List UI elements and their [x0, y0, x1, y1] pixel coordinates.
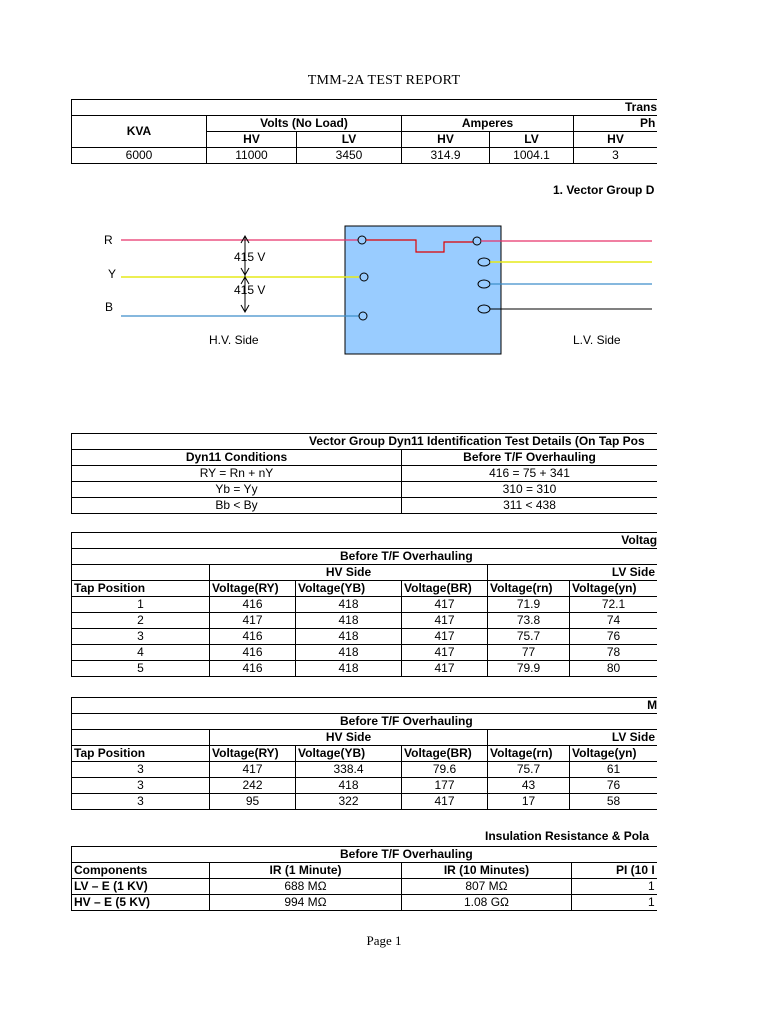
- col-header: Voltage(BR): [402, 746, 488, 762]
- col-header: Tap Position: [72, 746, 210, 762]
- magnetising-table: [71, 697, 657, 810]
- col-header: Voltage(YB): [296, 746, 402, 762]
- vector-group-diagram: [0, 220, 768, 360]
- table-row: 4 416 418 417 77 78: [72, 645, 658, 661]
- insulation-heading: Insulation Resistance & Pola: [485, 829, 650, 843]
- table-row: Yb = Yy 310 = 310: [72, 482, 658, 498]
- col-header: IR (1 Minute): [210, 863, 402, 879]
- table-row: 2 417 418 417 73.8 74: [72, 613, 658, 629]
- voltage-banner: Voltag: [72, 533, 658, 549]
- page-number: Page 1: [366, 933, 402, 948]
- dyn11-conditions-header: Dyn11 Conditions: [72, 450, 402, 466]
- rating-table: [71, 99, 657, 164]
- volts-header: Volts (No Load): [207, 116, 402, 132]
- before-overhauling-label: Before T/F Overhauling: [72, 847, 658, 863]
- table-row: 3 417 338.4 79.6 75.7 61: [72, 762, 658, 778]
- table-row: 3 242 418 177 43 76: [72, 778, 658, 794]
- voltage-table: [71, 532, 657, 677]
- vector-group-heading: 1. Vector Group D: [553, 183, 655, 197]
- table-row: 1 416 418 417 71.9 72.1: [72, 597, 658, 613]
- hv-side-header: HV Side: [210, 730, 488, 746]
- magnetising-table-container: [71, 697, 657, 810]
- y-label: Y: [108, 267, 117, 281]
- table-row: HV – E (5 KV) 994 MΩ 1.08 GΩ 1: [72, 895, 658, 911]
- insulation-table: [71, 846, 657, 911]
- col-header: Voltage(yn): [570, 581, 658, 597]
- col-header: Voltage(RY): [210, 746, 296, 762]
- amperes-lv-header: LV: [490, 132, 574, 148]
- hv-side-header: HV Side: [210, 565, 488, 581]
- before-overhauling-header: Before T/F Overhauling: [402, 450, 658, 466]
- hv-side-label: H.V. Side: [209, 333, 259, 347]
- lv-side-header: LV Side: [488, 730, 658, 746]
- table-row: 5 416 418 417 79.9 80: [72, 661, 658, 677]
- col-header: Tap Position: [72, 581, 210, 597]
- voltage-label-ry: 415 V: [234, 250, 266, 264]
- volts-hv-header: HV: [207, 132, 297, 148]
- col-header: Voltage(rn): [488, 581, 570, 597]
- lv-side-header: LV Side: [488, 565, 658, 581]
- voltage-table-container: [71, 532, 657, 677]
- table-row: 3 95 322 417 17 58: [72, 794, 658, 810]
- col-header: Voltage(yn): [570, 746, 658, 762]
- col-header: IR (10 Minutes): [402, 863, 572, 879]
- phase-hv-header: HV: [574, 132, 658, 148]
- rating-banner: Trans: [72, 100, 658, 116]
- lv-side-label: L.V. Side: [573, 333, 621, 347]
- before-overhauling-label: Before T/F Overhauling: [72, 714, 658, 730]
- col-header: PI (10 I: [572, 863, 658, 879]
- col-header: Voltage(rn): [488, 746, 570, 762]
- before-overhauling-label: Before T/F Overhauling: [72, 549, 658, 565]
- table-row: RY = Rn + nY 416 = 75 + 341: [72, 466, 658, 482]
- dyn11-title: Vector Group Dyn11 Identification Test Details (On Tap Pos: [72, 434, 658, 450]
- volts-lv-header: LV: [297, 132, 402, 148]
- report-title: TMM-2A TEST REPORT: [307, 73, 461, 88]
- table-row: Bb < By 311 < 438: [72, 498, 658, 514]
- col-header: Voltage(RY): [210, 581, 296, 597]
- table-row: 6000 11000 3450 314.9 1004.1 3: [72, 148, 658, 164]
- col-header: Components: [72, 863, 210, 879]
- magnetising-banner: M: [72, 698, 658, 714]
- dyn11-table-container: [71, 433, 657, 514]
- rating-table-container: [71, 99, 657, 164]
- b-label: B: [105, 300, 114, 314]
- phase-header: Ph: [574, 116, 658, 132]
- voltage-label-yb: 415 V: [234, 283, 266, 297]
- r-label: R: [104, 233, 113, 247]
- table-row: LV – E (1 KV) 688 MΩ 807 MΩ 1: [72, 879, 658, 895]
- col-header: Voltage(BR): [402, 581, 488, 597]
- insulation-table-container: [71, 846, 657, 911]
- amperes-hv-header: HV: [402, 132, 490, 148]
- dyn11-table: [71, 433, 657, 514]
- table-row: 3 416 418 417 75.7 76: [72, 629, 658, 645]
- amperes-header: Amperes: [402, 116, 574, 132]
- kva-header: KVA: [72, 116, 207, 148]
- col-header: Voltage(YB): [296, 581, 402, 597]
